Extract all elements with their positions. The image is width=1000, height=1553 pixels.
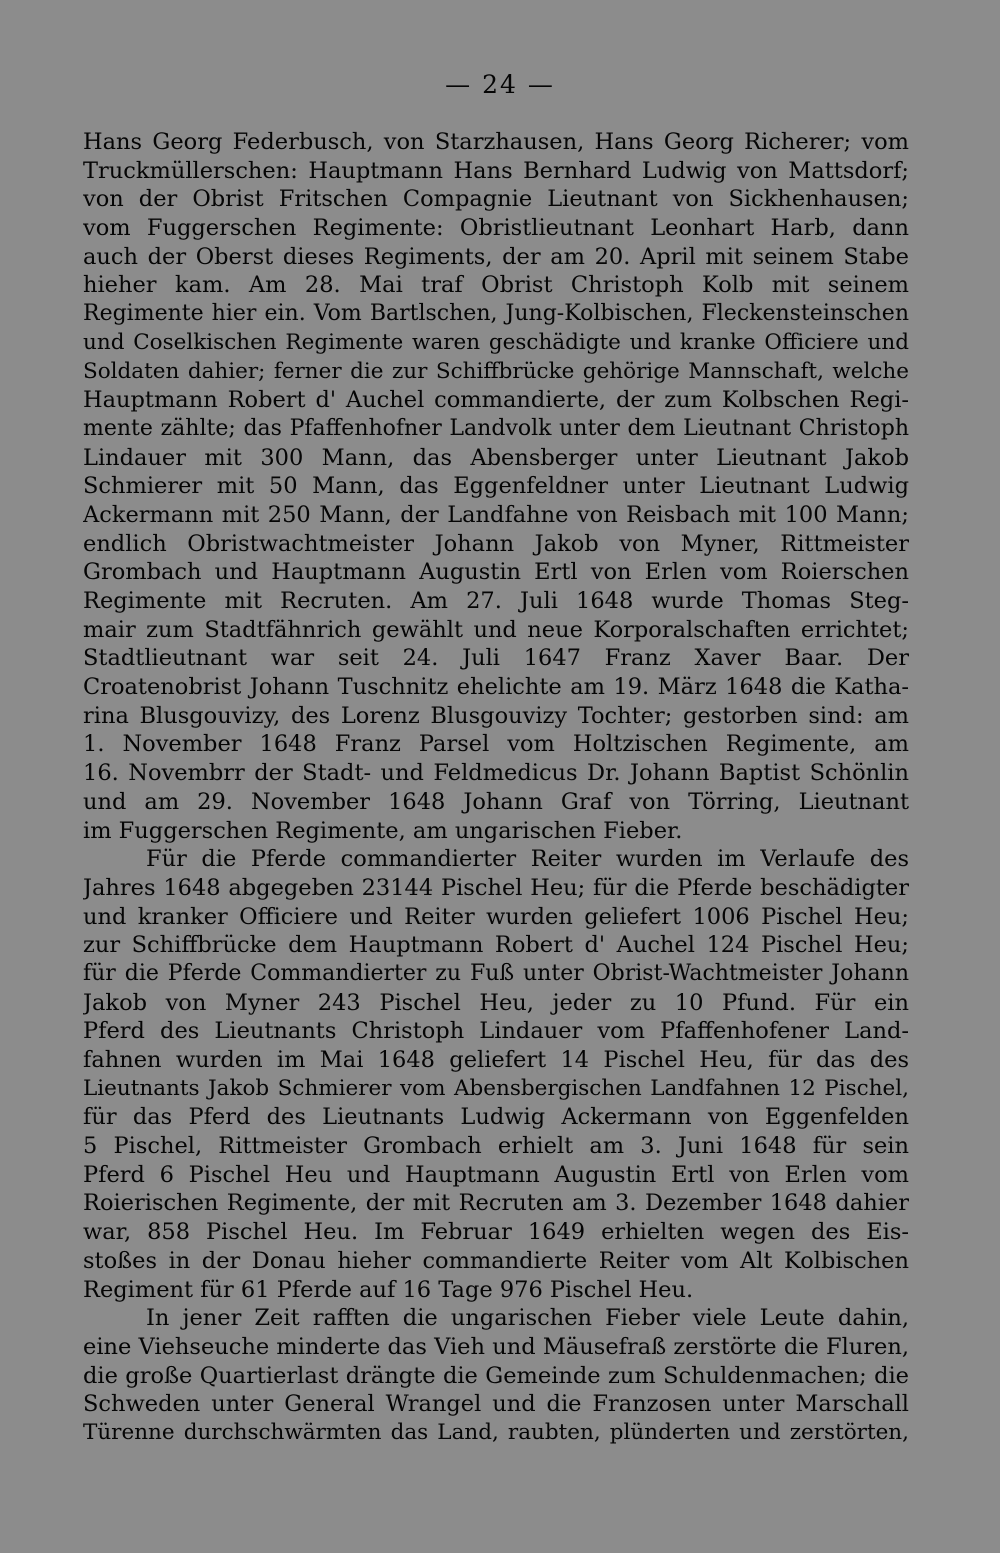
text-line: von der Obrist Fritschen Compagnie Lieutnant von Sickhenhausen; — [83, 186, 909, 213]
text-line: auch der Oberst dieses Regiments, der am 20. April mit seinem Stabe — [83, 243, 909, 270]
text-line: und Coselkischen Regimente waren geschädigte und kranke Officiere und — [83, 329, 909, 355]
text-line: und kranker Officiere und Reiter wurden geliefert 1006 Pischel Heu; — [83, 903, 909, 930]
text-line: mair zum Stadtfähnrich gewählt und neue Korporalschaften errichtet; — [83, 616, 909, 643]
text-line: war, 858 Pischel Heu. Im Februar 1649 erhielten wegen des Eis- — [83, 1219, 909, 1246]
text-line: Regimente mit Recruten. Am 27. Juli 1648 wurde Thomas Steg- — [83, 588, 909, 614]
text-line: Türenne durchschwärmten das Land, raubten, plünderten und zerstörten, — [83, 1419, 909, 1445]
text-line: Grombach und Hauptmann Augustin Ertl von Erlen vom Roierschen — [83, 559, 909, 586]
text-line: Jakob von Myner 243 Pischel Heu, jeder zu 10 Pfund. Für ein — [83, 989, 909, 1016]
text-line: vom Fuggerschen Regimente: Obristlieutnant Leonhart Harb, dann — [83, 215, 909, 242]
text-line: und am 29. November 1648 Johann Graf von Törring, Lieutnant — [83, 788, 909, 815]
text-line: rina Blusgouvizy, des Lorenz Blusgouvizy Tochter; gestorben sind: am — [83, 702, 909, 729]
text-line: Regimente hier ein. Vom Bartlschen, Jung-Kolbischen, Fleckensteinschen — [83, 301, 909, 327]
text-line: endlich Obristwachtmeister Johann Jakob von Myner, Rittmeister — [83, 530, 909, 557]
text-line: eine Viehseuche minderte das Vieh und Mäusefraß zerstörte die Fluren, — [83, 1333, 909, 1360]
text-line: fahnen wurden im Mai 1648 geliefert 14 Pischel Heu, für das des — [83, 1047, 909, 1073]
text-line: Stadtlieutnant war seit 24. Juli 1647 Franz Xaver Baar. Der — [83, 645, 909, 672]
text-line: Truckmüllerschen: Hauptmann Hans Bernhard Ludwig von Mattsdorf; — [83, 157, 909, 184]
text-line: die große Quartierlast drängte die Gemeinde zum Schuldenmachen; die — [83, 1362, 909, 1389]
text-line: hieher kam. Am 28. Mai traf Obrist Christoph Kolb mit seinem — [83, 272, 909, 299]
text-line: Schweden unter General Wrangel und die Franzosen unter Marschall — [83, 1391, 909, 1418]
text-line: In jener Zeit rafften die ungarischen Fieber viele Leute dahin, — [146, 1305, 909, 1332]
text-line: Roierischen Regimente, der mit Recruten am 3. Dezember 1648 dahier — [83, 1190, 909, 1217]
text-line: Lieutnants Jakob Schmierer vom Abensbergischen Landfahnen 12 Pischel, — [83, 1075, 909, 1101]
text-line: mente zählte; das Pfaffenhofner Landvolk unter dem Lieutnant Christoph — [83, 415, 909, 441]
text-line: 16. Novembrr der Stadt- und Feldmedicus Dr. Johann Baptist Schönlin — [83, 760, 909, 787]
text-line: Schmierer mit 50 Mann, das Eggenfeldner unter Lieutnant Ludwig — [83, 473, 909, 500]
text-line: Hans Georg Federbusch, von Starzhausen, Hans Georg Richerer; vom — [83, 129, 909, 155]
text-line: Lindauer mit 300 Mann, das Abensberger unter Lieutnant Jakob — [83, 444, 909, 471]
text-line: Soldaten dahier; ferner die zur Schiffbrücke gehörige Mannschaft, welche — [83, 358, 909, 384]
text-line: 5 Pischel, Rittmeister Grombach erhielt am 3. Juni 1648 für sein — [83, 1133, 909, 1160]
text-line: Pferd 6 Pischel Heu und Hauptmann Augustin Ertl von Erlen vom — [83, 1161, 909, 1188]
text-line: Hauptmann Robert d' Auchel commandierte, der zum Kolbschen Regi- — [83, 387, 909, 414]
text-line: Jahres 1648 abgegeben 23144 Pischel Heu; für die Pferde beschädigter — [83, 874, 909, 901]
text-line: für die Pferde Commandierter zu Fuß unter Obrist-Wachtmeister Johann — [83, 960, 909, 986]
text-line: Für die Pferde commandierter Reiter wurden im Verlaufe des — [146, 846, 909, 873]
text-line: Ackermann mit 250 Mann, der Landfahne von Reisbach mit 100 Mann; — [83, 501, 909, 528]
text-line: für das Pferd des Lieutnants Ludwig Ackermann von Eggenfelden — [83, 1104, 909, 1131]
text-line: Regiment für 61 Pferde auf 16 Tage 976 Pischel Heu. — [83, 1276, 694, 1303]
text-line: zur Schiffbrücke dem Hauptmann Robert d' Auchel 124 Pischel Heu; — [83, 932, 909, 959]
page-number: — 24 — — [445, 70, 555, 99]
text-line: stoßes in der Donau hieher commandierte Reiter vom Alt Kolbischen — [83, 1247, 909, 1274]
text-line: im Fuggerschen Regimente, am ungarischen Fieber. — [83, 817, 683, 844]
body-text — [83, 128, 909, 1448]
text-line: 1. November 1648 Franz Parsel vom Holtzischen Regimente, am — [83, 731, 909, 758]
text-line: Croatenobrist Johann Tuschnitz ehelichte am 19. März 1648 die Katha- — [83, 674, 909, 701]
text-line: Pferd des Lieutnants Christoph Lindauer vom Pfaffenhofener Land- — [83, 1018, 909, 1045]
